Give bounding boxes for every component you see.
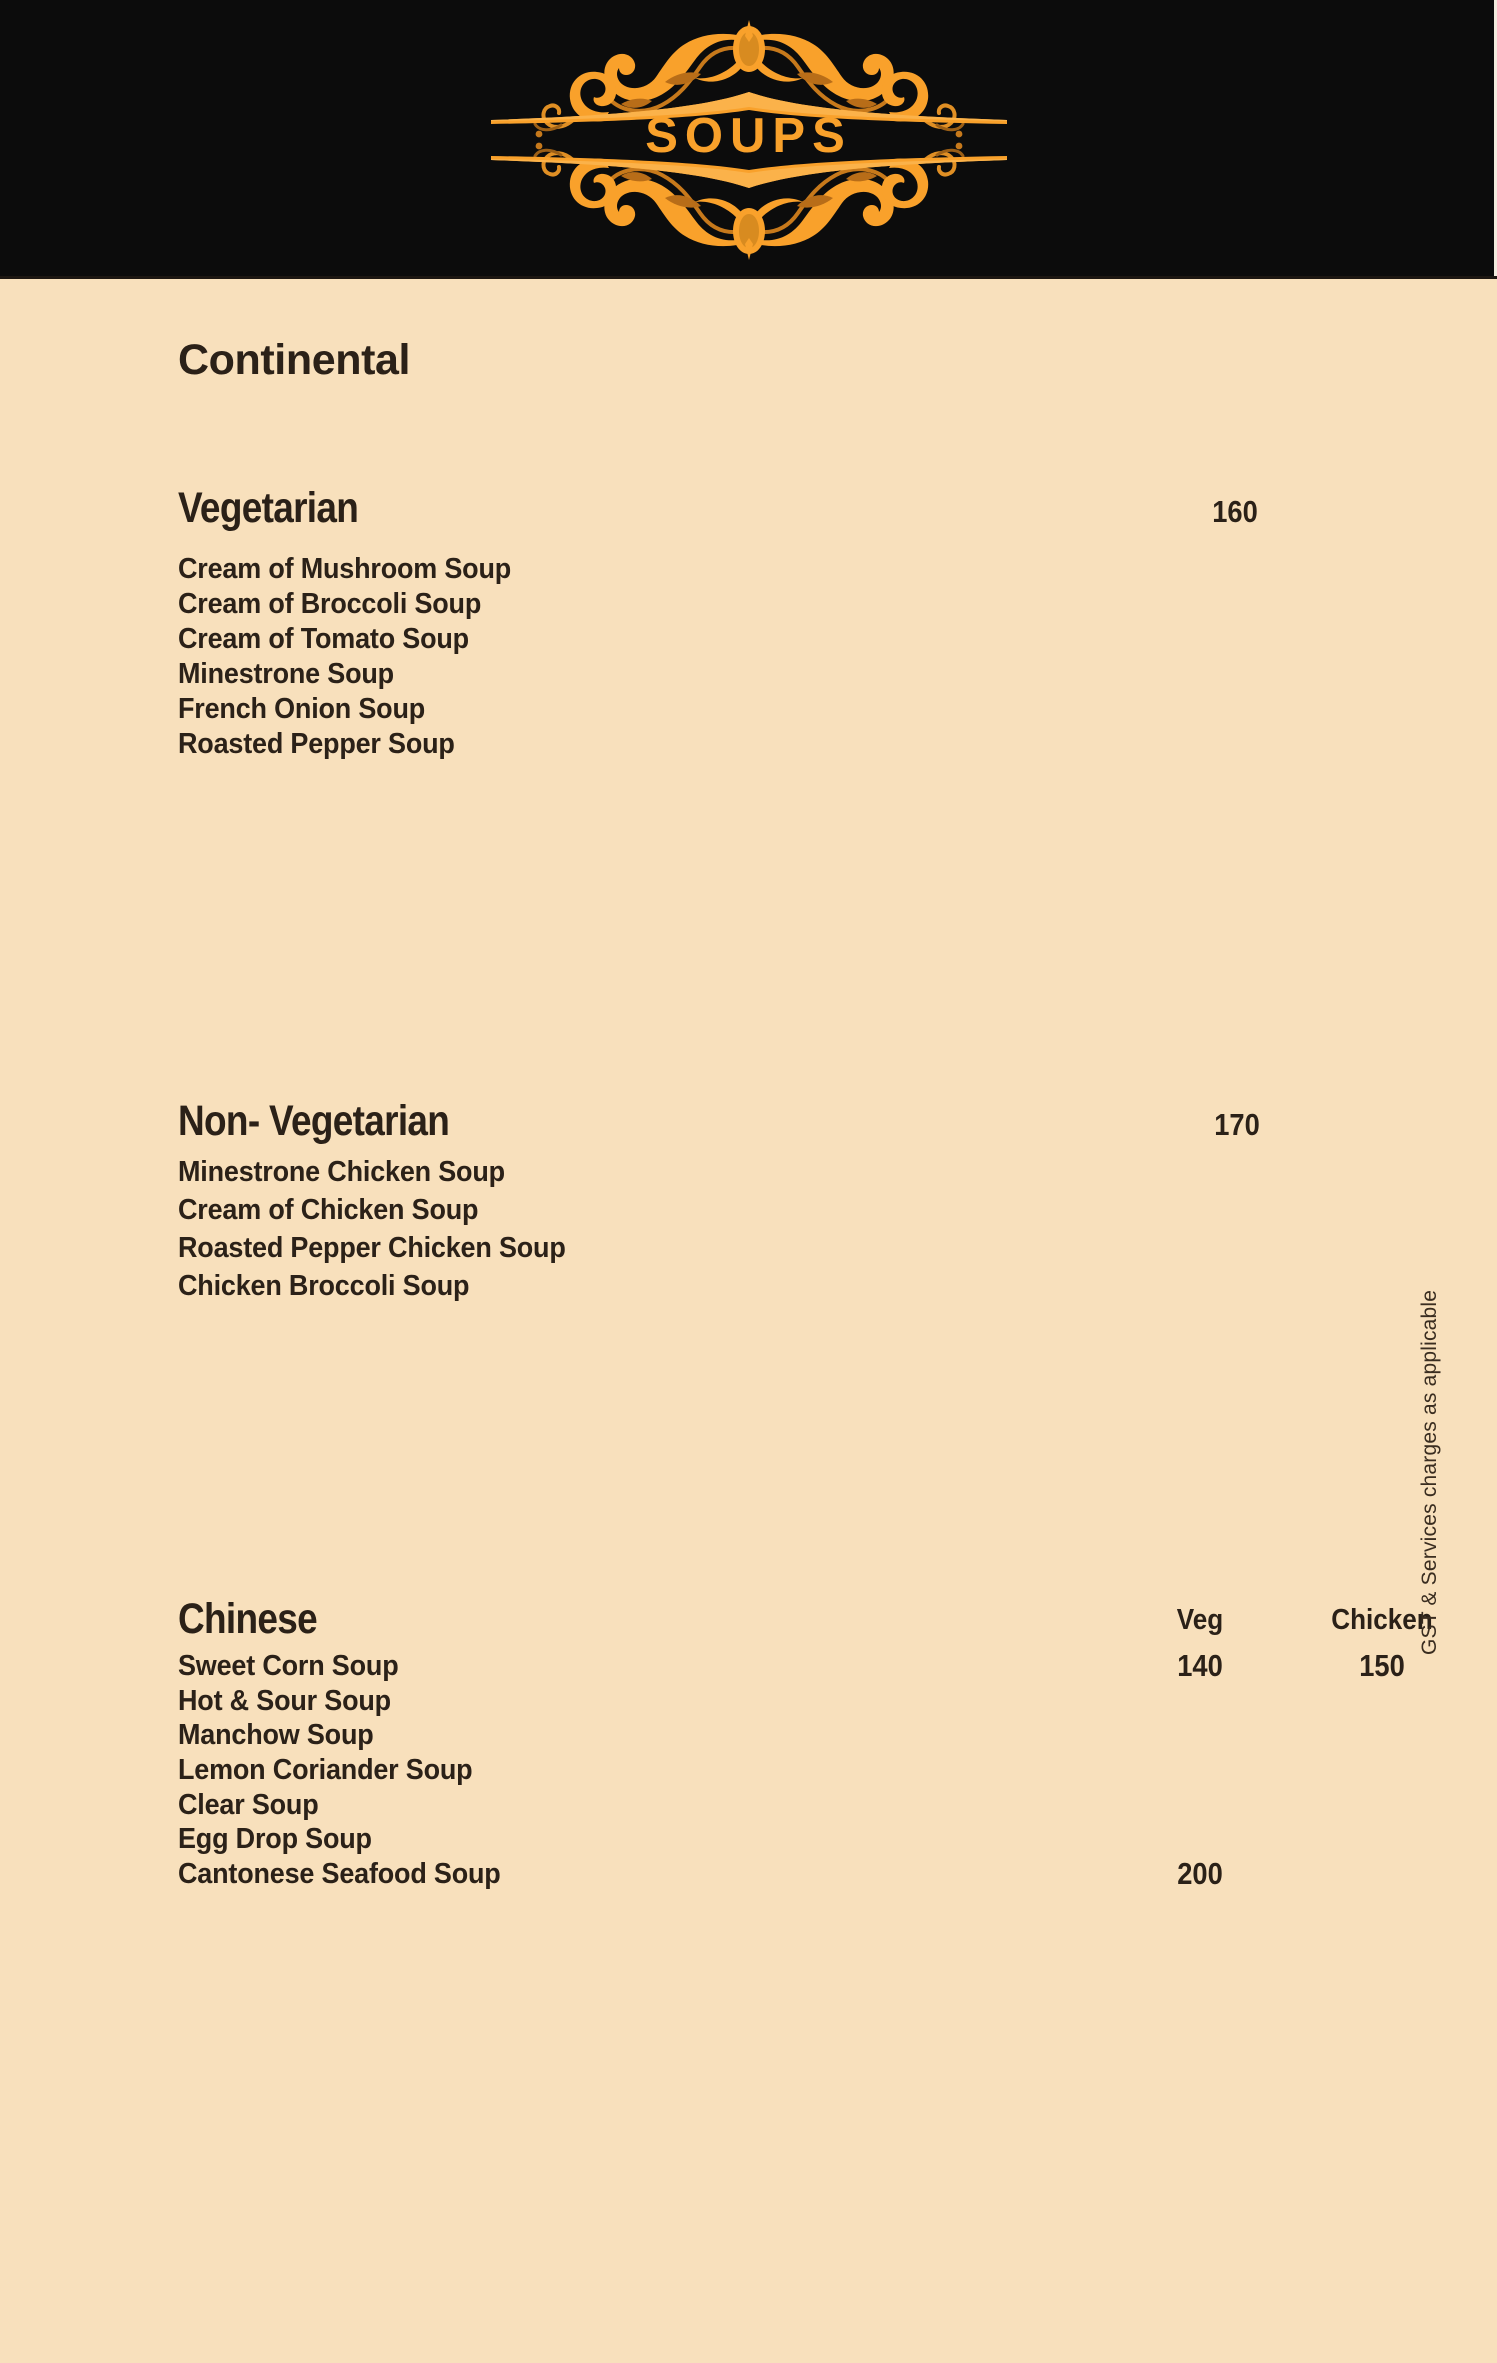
page-title: SOUPS bbox=[645, 109, 852, 163]
price-veg: 200 bbox=[1177, 1856, 1223, 1891]
menu-item: Clear Soup bbox=[178, 1789, 319, 1821]
menu-item: Roasted Pepper Chicken Soup bbox=[178, 1232, 566, 1264]
menu-item: Roasted Pepper Soup bbox=[178, 728, 455, 760]
menu-item: Egg Drop Soup bbox=[178, 1823, 372, 1855]
section-title-chinese: Chinese bbox=[178, 1595, 318, 1643]
column-header-chicken: Chicken bbox=[1331, 1604, 1433, 1636]
menu-item: Minestrone Soup bbox=[178, 658, 394, 690]
menu-item: French Onion Soup bbox=[178, 693, 426, 725]
menu-item: Cream of Mushroom Soup bbox=[178, 553, 512, 585]
price-veg: 140 bbox=[1177, 1648, 1223, 1683]
menu-item: Lemon Coriander Soup bbox=[178, 1754, 473, 1786]
menu-item: Sweet Corn Soup bbox=[178, 1650, 399, 1682]
menu-item: Minestrone Chicken Soup bbox=[178, 1156, 505, 1188]
menu-item: Hot & Sour Soup bbox=[178, 1685, 391, 1717]
section-title-non-vegetarian: Non- Vegetarian bbox=[178, 1097, 450, 1145]
menu-header-band bbox=[0, 0, 1497, 279]
menu-item: Cream of Tomato Soup bbox=[178, 623, 469, 655]
section-price-vegetarian: 160 bbox=[1212, 494, 1258, 529]
price-chicken: 150 bbox=[1359, 1648, 1405, 1683]
menu-item: Manchow Soup bbox=[178, 1719, 374, 1751]
menu-item: Cream of Chicken Soup bbox=[178, 1194, 479, 1226]
gst-disclaimer: GST & Services charges as applicable bbox=[1418, 1289, 1441, 1655]
menu-item: Cantonese Seafood Soup bbox=[178, 1858, 501, 1890]
section-title-vegetarian: Vegetarian bbox=[178, 484, 359, 532]
cuisine-heading-continental: Continental bbox=[178, 336, 411, 384]
menu-item: Cream of Broccoli Soup bbox=[178, 588, 482, 620]
menu-item: Chicken Broccoli Soup bbox=[178, 1270, 470, 1302]
column-header-veg: Veg bbox=[1176, 1604, 1224, 1636]
section-price-non-vegetarian: 170 bbox=[1214, 1107, 1260, 1142]
menu-body bbox=[0, 279, 1497, 2363]
